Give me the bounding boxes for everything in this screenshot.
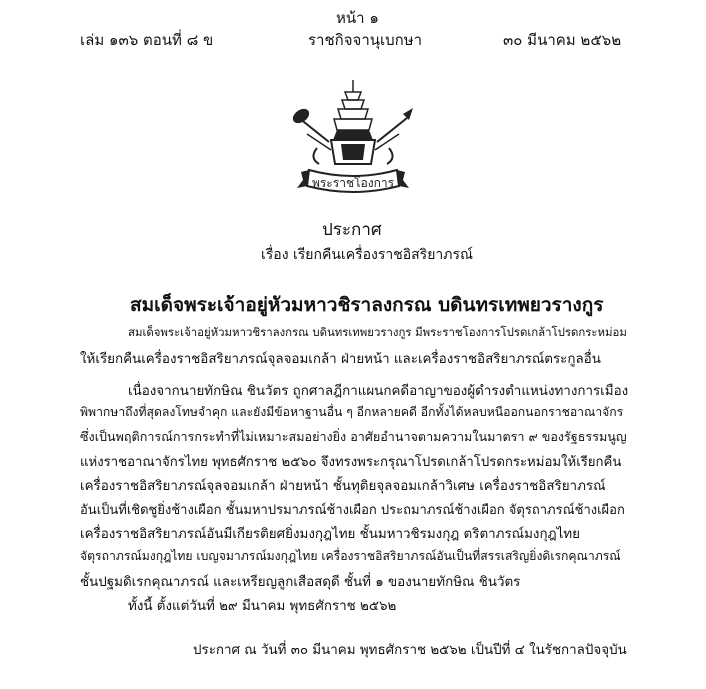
- announcement-title: ประกาศ: [322, 220, 382, 240]
- body-line: สมเด็จพระเจ้าอยู่หัวมหาวชิราลงกรณ บดินทรเทพยวรางกูร มีพระราชโองการโปรดเกล้าโปรดกระหม่อม: [128, 325, 627, 339]
- king-name-heading: สมเด็จพระเจ้าอยู่หัวมหาวชิราลงกรณ บดินทรเทพยวรางกูร: [130, 294, 604, 316]
- announcement-subject: เรื่อง เรียกคืนเครื่องราชอิสริยาภรณ์: [261, 247, 473, 263]
- closing-line: ประกาศ ณ วันที่ ๓๐ มีนาคม พุทธศักราช ๒๕๖๒ เป็นปีที่ ๔ ในรัชกาลปัจจุบัน: [193, 643, 627, 658]
- gazette-name: ราชกิจจานุเบกษา: [308, 31, 423, 49]
- body-line: เครื่องราชอิสริยาภรณ์อันมีเกียรติยศยิ่งมงกุฎไทย ชั้นมหาวชิรมงกุฎ ตริตาภรณ์มงกุฎไทย: [80, 527, 580, 542]
- page-number: หน้า ๑: [336, 9, 379, 27]
- volume-number: เล่ม ๑๓๖ ตอนที่ ๘ ข: [80, 31, 214, 49]
- body-line: จัตุรถาภรณ์มงกุฎไทย เบญจมาภรณ์มงกุฎไทย เครื่องราชอิสริยาภรณ์อันเป็นที่สรรเสริญยิ่งดิเรกคุณาภรณ์: [80, 549, 621, 563]
- body-line: เครื่องราชอิสริยาภรณ์จุลจอมเกล้า ฝ่ายหน้า ชั้นทุติยจุลจอมเกล้าวิเศษ เครื่องราชอิสริยาภรณ์: [80, 479, 606, 494]
- body-line: อันเป็นที่เชิดชูยิ่งช้างเผือก ชั้นมหาปรมาภรณ์ช้างเผือก ประถมาภรณ์ช้างเผือก จัตุรถาภรณ์ช้างเผือก: [80, 503, 625, 518]
- body-line: ชั้นปฐมดิเรกคุณาภรณ์ และเหรียญลูกเสือสดุดี ชั้นที่ ๑ ของนายทักษิณ ชินวัตร: [80, 575, 521, 590]
- gazette-date: ๓๐ มีนาคม ๒๕๖๒: [503, 31, 622, 49]
- body-line: พิพากษาถึงที่สุดลงโทษจำคุก และยังมีข้อหาฐานอื่น ๆ อีกหลายคดี อีกทั้งได้หลบหนีออกนอกราชอาณาจักร: [80, 405, 624, 419]
- royal-command-emblem: [287, 78, 419, 200]
- body-line: ซึ่งเป็นพฤติการณ์การกระทำที่ไม่เหมาะสมอย่างยิ่ง อาศัยอำนาจตามความในมาตรา ๙ ของรัฐธรรมนูญ: [80, 429, 627, 444]
- body-line: เนื่องจากนายทักษิณ ชินวัตร ถูกศาลฎีกาแผนกคดีอาญาของผู้ดำรงตำแหน่งทางการเมือง: [128, 384, 629, 399]
- body-line: แห่งราชอาณาจักรไทย พุทธศักราช ๒๕๖๐ จึงทรงพระกรุณาโปรดเกล้าโปรดกระหม่อมให้เรียกคืน: [80, 455, 622, 470]
- body-line: ทั้งนี้ ตั้งแต่วันที่ ๒๙ มีนาคม พุทธศักราช ๒๕๖๒: [128, 599, 397, 614]
- emblem-ribbon-text: พระราชโองการ: [311, 176, 395, 190]
- body-line: ให้เรียกคืนเครื่องราชอิสริยาภรณ์จุลจอมเกล้า ฝ่ายหน้า และเครื่องราชอิสริยาภรณ์ตระกูลอื่น: [80, 352, 601, 367]
